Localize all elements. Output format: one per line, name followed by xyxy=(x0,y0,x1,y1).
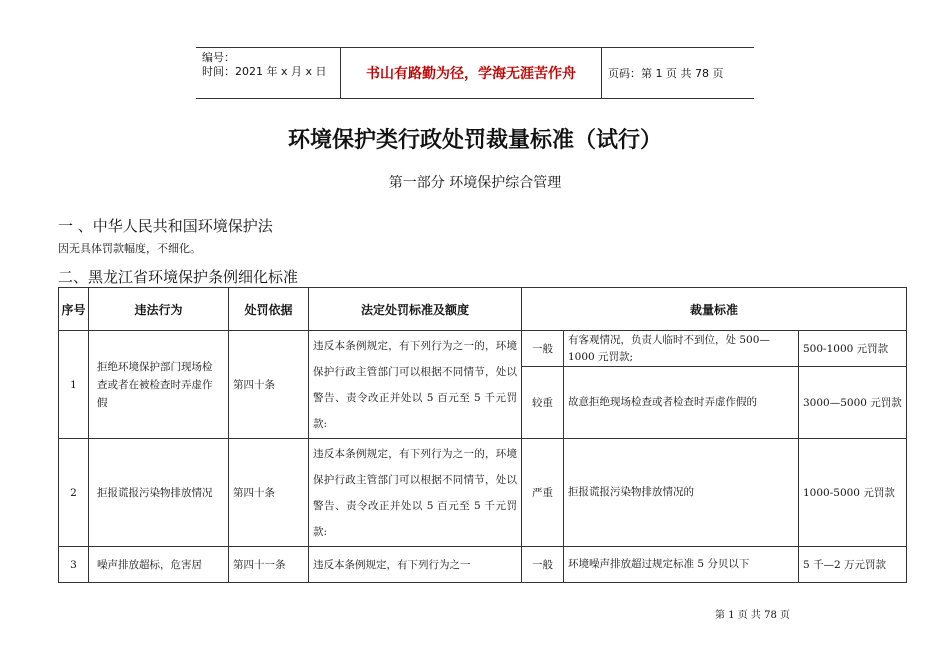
row-legal: 违反本条例规定，有下列行为之一 xyxy=(309,547,522,583)
row-basis: 第四十一条 xyxy=(229,547,309,583)
table-row xyxy=(59,439,907,547)
section-heading-2: 二、黑龙江省环境保护条例细化标准 xyxy=(58,268,299,286)
row-seq: 3 xyxy=(59,547,89,583)
section-note: 因无具体罚款幅度，不细化。 xyxy=(58,242,201,255)
header-page-number: 页码：第 1 页 共 78 页 xyxy=(608,67,724,80)
row-amount: 500-1000 元罚款 xyxy=(799,331,907,367)
document-number-label: 编号： xyxy=(202,51,235,64)
row-legal: 违反本条例规定，有下列行为之一的，环境保护行政主管部门可以根据不同情节，处以警告、责令改正并处以 5 百元至 5 千元罚款: xyxy=(309,331,522,439)
row-level: 较重 xyxy=(522,367,564,439)
row-amount: 5 千—2 万元罚款 xyxy=(799,547,907,583)
row-amount: 3000—5000 元罚款 xyxy=(799,367,907,439)
header-standard: 裁量标准 xyxy=(522,288,907,331)
row-legal: 违反本条例规定，有下列行为之一的，环境保护行政主管部门可以根据不同情节，处以警告、责令改正并处以 5 百元至 5 千元罚款: xyxy=(309,439,522,547)
header-seq: 序号 xyxy=(59,288,89,331)
row-desc: 有客观情况，负责人临时不到位，处 500—1000 元罚款; xyxy=(564,331,799,367)
table-header-row xyxy=(59,288,907,331)
row-seq: 1 xyxy=(59,331,89,439)
row-desc: 故意拒绝现场检查或者检查时弄虚作假的 xyxy=(564,367,799,439)
row-level: 一般 xyxy=(522,547,564,583)
row-desc: 环境噪声排放超过规定标准 5 分贝以下 xyxy=(564,547,799,583)
row-seq: 2 xyxy=(59,439,89,547)
document-title: 环境保护类行政处罚裁量标准（试行） xyxy=(287,128,662,153)
table-row xyxy=(59,331,907,367)
document-subtitle: 第一部分 环境保护综合管理 xyxy=(388,175,562,191)
header-legal: 法定处罚标准及额度 xyxy=(309,288,522,331)
row-basis: 第四十条 xyxy=(229,331,309,439)
section-heading-1: 一 、中华人民共和国环境保护法 xyxy=(58,217,273,235)
table-row xyxy=(59,547,907,583)
row-level: 一般 xyxy=(522,331,564,367)
row-act: 拒绝环境保护部门现场检查或者在被检查时弄虚作假 xyxy=(89,331,229,439)
row-desc: 拒报谎报污染物排放情况的 xyxy=(564,439,799,547)
row-act: 拒报谎报污染物排放情况 xyxy=(89,439,229,547)
header-motto: 书山有路勤为径，学海无涯苦作舟 xyxy=(340,48,602,98)
row-basis: 第四十条 xyxy=(229,439,309,547)
header-basis: 处罚依据 xyxy=(229,288,309,331)
penalty-table xyxy=(58,287,907,583)
header-act: 违法行为 xyxy=(89,288,229,331)
page-header xyxy=(196,47,754,99)
header-meta xyxy=(196,48,340,98)
row-level: 严重 xyxy=(522,439,564,547)
row-amount: 1000-5000 元罚款 xyxy=(799,439,907,547)
row-act: 噪声排放超标，危害居 xyxy=(89,547,229,583)
page-footer: 第 1 页 共 78 页 xyxy=(715,610,790,621)
document-date: 时间：2021 年 x 月 x 日 xyxy=(202,65,327,78)
